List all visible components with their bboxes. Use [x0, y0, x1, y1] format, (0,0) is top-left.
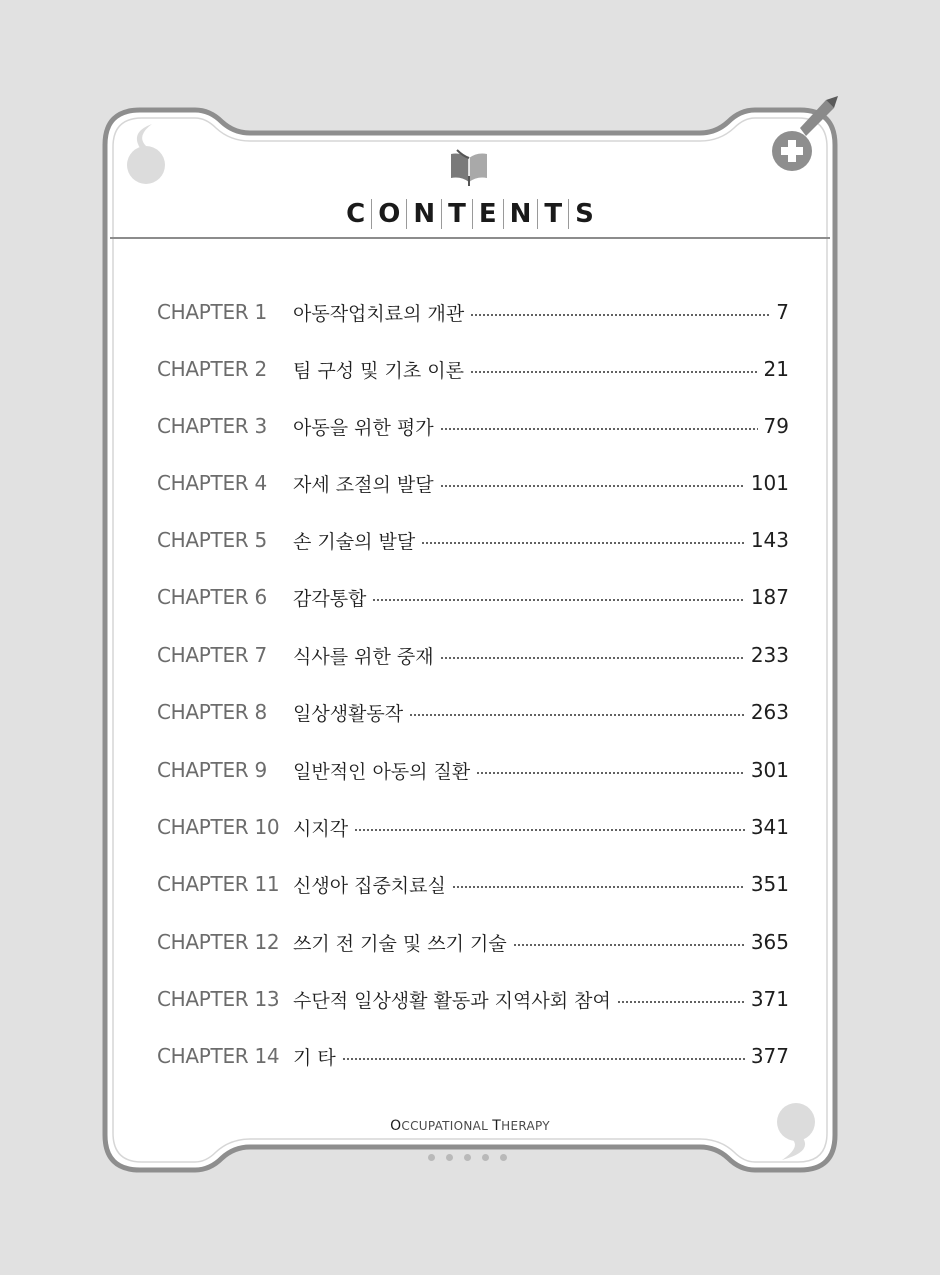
toc-row-6[interactable] [157, 582, 789, 612]
chapter-number: CHAPTER 12 [157, 930, 280, 954]
footer-dot [500, 1154, 507, 1161]
page-number: 101 [750, 471, 789, 495]
toc-row-7[interactable] [157, 640, 789, 670]
chapter-number: CHAPTER 9 [157, 758, 267, 782]
chapter-title: 일반적인 아동의 질환 [293, 760, 471, 783]
dot-leader [440, 484, 745, 488]
footer-dot [482, 1154, 489, 1161]
page-number: 21 [763, 357, 789, 381]
page-number: 301 [750, 758, 789, 782]
dot-leader [452, 885, 745, 889]
toc-row-3[interactable] [157, 411, 789, 441]
page-number: 351 [750, 872, 789, 896]
chapter-number: CHAPTER 7 [157, 643, 267, 667]
toc-row-11[interactable] [157, 869, 789, 899]
page-number: 377 [750, 1044, 789, 1068]
page-number: 187 [750, 585, 789, 609]
chapter-title: 손 기술의 발달 [293, 530, 416, 553]
dot-leader [470, 313, 770, 317]
footer-word-2: HERAPY [501, 1119, 550, 1133]
chapter-title: 수단적 일상생활 활동과 지역사회 참여 [293, 989, 611, 1012]
chapter-title: 식사를 위한 중재 [293, 645, 434, 668]
dot-leader [342, 1057, 745, 1061]
chapter-title: 아동을 위한 평가 [293, 416, 434, 439]
title-letter: O [372, 199, 407, 229]
dot-leader [372, 598, 744, 602]
chapter-number: CHAPTER 3 [157, 414, 267, 438]
dot-leader [421, 541, 745, 545]
footer-dot [446, 1154, 453, 1161]
chapter-title: 쓰기 전 기술 및 쓰기 기술 [293, 932, 507, 955]
footer-running-title [0, 1118, 940, 1134]
chapter-title: 기 타 [293, 1046, 336, 1069]
title-letter: C [340, 199, 372, 229]
toc-row-9[interactable] [157, 755, 789, 785]
chapter-title: 팀 구성 및 기초 이론 [293, 359, 464, 382]
chapter-number: CHAPTER 5 [157, 528, 267, 552]
page-number: 365 [750, 930, 789, 954]
dot-leader [409, 713, 745, 717]
toc-row-13[interactable] [157, 984, 789, 1014]
title-letter: T [442, 199, 473, 229]
toc-row-2[interactable] [157, 354, 789, 384]
footer-initial-o: O [390, 1118, 402, 1134]
dot-leader [513, 943, 745, 947]
chapter-number: CHAPTER 13 [157, 987, 280, 1011]
chapter-title: 감각통합 [293, 587, 367, 610]
book-icon [447, 146, 491, 186]
chapter-number: CHAPTER 8 [157, 700, 267, 724]
page-number: 143 [750, 528, 789, 552]
dot-leader [617, 1000, 745, 1004]
page-number: 341 [750, 815, 789, 839]
chapter-number: CHAPTER 14 [157, 1044, 280, 1068]
page-number: 233 [750, 643, 789, 667]
chapter-title: 자세 조절의 발달 [293, 473, 434, 496]
chapter-number: CHAPTER 10 [157, 815, 280, 839]
chapter-title: 시지각 [293, 817, 349, 840]
footer-dot [428, 1154, 435, 1161]
chapter-title: 신생아 집중치료실 [293, 874, 446, 897]
chapter-title: 아동작업치료의 개관 [293, 302, 465, 325]
chapter-title: 일상생활동작 [293, 702, 404, 725]
page-number: 263 [750, 700, 789, 724]
footer-dots [428, 1154, 518, 1164]
page-number: 7 [776, 300, 789, 324]
title-letter: E [473, 199, 504, 229]
contents-title [0, 196, 940, 232]
title-letter: T [538, 199, 569, 229]
toc-row-8[interactable] [157, 697, 789, 727]
chapter-number: CHAPTER 1 [157, 300, 267, 324]
toc-row-1[interactable] [157, 297, 789, 327]
toc-row-12[interactable] [157, 927, 789, 957]
chapter-number: CHAPTER 4 [157, 471, 267, 495]
footer-dot [464, 1154, 471, 1161]
title-letter: N [407, 199, 442, 229]
chapter-number: CHAPTER 11 [157, 872, 280, 896]
chapter-number: CHAPTER 2 [157, 357, 267, 381]
title-letter: N [504, 199, 539, 229]
dot-leader [470, 370, 758, 374]
page-number: 79 [763, 414, 789, 438]
footer-initial-t: T [492, 1118, 502, 1134]
title-divider [110, 237, 830, 239]
toc-row-14[interactable] [157, 1041, 789, 1071]
page-number: 371 [750, 987, 789, 1011]
dot-leader [476, 771, 745, 775]
toc-row-4[interactable] [157, 468, 789, 498]
dot-leader [440, 427, 758, 431]
toc-row-5[interactable] [157, 525, 789, 555]
title-letter: S [575, 199, 594, 229]
toc-row-10[interactable] [157, 812, 789, 842]
footer-word-1: CCUPATIONAL [401, 1119, 493, 1133]
dot-leader [354, 828, 745, 832]
dot-leader [440, 656, 745, 660]
chapter-number: CHAPTER 6 [157, 585, 267, 609]
